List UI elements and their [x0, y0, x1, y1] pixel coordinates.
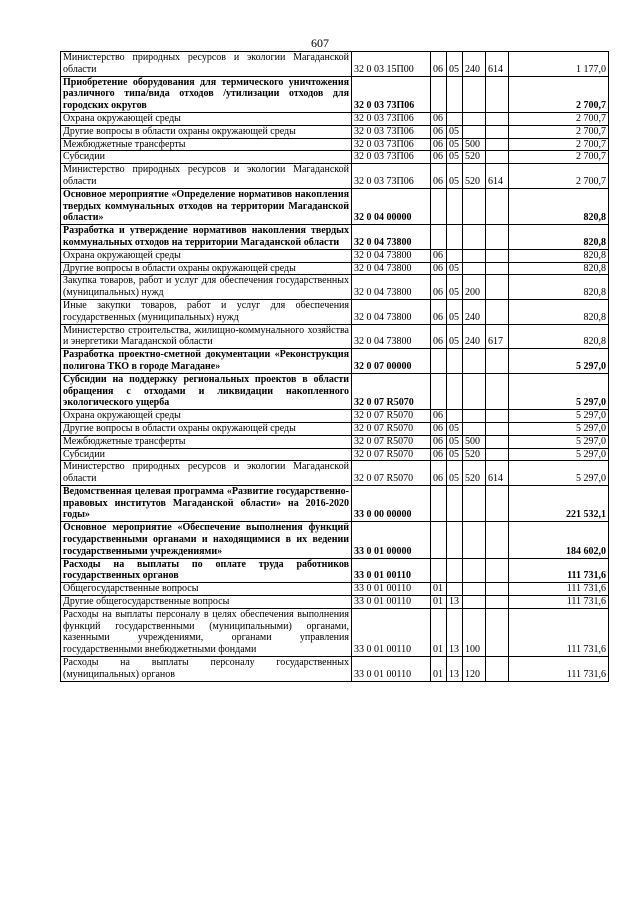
row-section: 06 [431, 299, 447, 324]
row-name: Расходы на выплаты персоналу в целях обеспечения выполнения функций государственными (муниципальными) органами, казенными учреждениями, органами управления государственными внебюджетными фондами [61, 608, 352, 656]
row-amount: 184 602,0 [509, 522, 609, 558]
table-row [61, 125, 609, 138]
row-subsection: 05 [447, 151, 463, 164]
row-subsection: 13 [447, 608, 463, 656]
row-amount: 2 700,7 [509, 125, 609, 138]
table-body [61, 52, 609, 682]
row-name: Охрана окружающей среды [61, 249, 352, 262]
row-amount: 820,8 [509, 188, 609, 224]
table-row [61, 461, 609, 486]
row-code: 32 0 04 73800 [352, 324, 431, 349]
row-section: 06 [431, 151, 447, 164]
page-number: 607 [311, 36, 329, 50]
row-section: 06 [431, 422, 447, 435]
row-amount: 5 297,0 [509, 349, 609, 374]
row-name: Разработка проектно-сметной документации «Реконструкция полигона ТКО в городе Магадане» [61, 349, 352, 374]
row-code: 32 0 03 73П06 [352, 112, 431, 125]
row-administrator [486, 422, 509, 435]
row-amount: 5 297,0 [509, 461, 609, 486]
table-row [61, 299, 609, 324]
table-row [61, 596, 609, 609]
table-row [61, 583, 609, 596]
row-expense-type [463, 596, 486, 609]
row-code: 32 0 04 73800 [352, 299, 431, 324]
table-row [61, 52, 609, 77]
row-amount: 820,8 [509, 275, 609, 300]
table-row [61, 349, 609, 374]
row-section [431, 485, 447, 521]
row-subsection: 05 [447, 138, 463, 151]
row-administrator [486, 112, 509, 125]
row-name: Закупка товаров, работ и услуг для обеспечения государственных (муниципальных) нужд [61, 275, 352, 300]
row-name: Министерство строительства, жилищно-коммунального хозяйства и энергетики Магаданской области [61, 324, 352, 349]
row-expense-type [463, 410, 486, 423]
row-section: 06 [431, 112, 447, 125]
row-code: 32 0 04 00000 [352, 188, 431, 224]
row-administrator: 614 [486, 164, 509, 189]
row-subsection [447, 349, 463, 374]
row-expense-type [463, 188, 486, 224]
row-code: 32 0 03 73П06 [352, 151, 431, 164]
row-administrator [486, 188, 509, 224]
row-subsection [447, 249, 463, 262]
row-name: Другие вопросы в области охраны окружающей среды [61, 125, 352, 138]
row-amount: 820,8 [509, 249, 609, 262]
row-section [431, 349, 447, 374]
row-expense-type: 200 [463, 275, 486, 300]
row-amount: 2 700,7 [509, 76, 609, 112]
row-code: 32 0 04 73800 [352, 249, 431, 262]
row-amount: 1 177,0 [509, 52, 609, 77]
row-amount: 2 700,7 [509, 112, 609, 125]
budget-table [60, 51, 609, 682]
row-amount: 5 297,0 [509, 410, 609, 423]
row-subsection: 13 [447, 657, 463, 682]
row-administrator [486, 435, 509, 448]
row-code: 32 0 03 73П06 [352, 138, 431, 151]
row-section: 06 [431, 138, 447, 151]
row-administrator [486, 657, 509, 682]
row-subsection: 05 [447, 164, 463, 189]
table-row [61, 151, 609, 164]
row-code: 32 0 07 R5070 [352, 373, 431, 409]
table-row [61, 112, 609, 125]
row-subsection [447, 410, 463, 423]
row-name: Разработка и утверждение нормативов накопления твердых коммунальных отходов на территории Магаданской области [61, 225, 352, 250]
row-name: Межбюджетные трансферты [61, 138, 352, 151]
table-row [61, 448, 609, 461]
table-row [61, 225, 609, 250]
row-subsection: 13 [447, 596, 463, 609]
row-subsection [447, 225, 463, 250]
row-expense-type [463, 262, 486, 275]
row-amount: 2 700,7 [509, 164, 609, 189]
row-section: 06 [431, 461, 447, 486]
row-code: 32 0 07 R5070 [352, 435, 431, 448]
row-administrator [486, 262, 509, 275]
row-subsection: 05 [447, 125, 463, 138]
row-code: 33 0 01 00110 [352, 558, 431, 583]
row-subsection: 05 [447, 299, 463, 324]
row-expense-type [463, 249, 486, 262]
row-section: 06 [431, 249, 447, 262]
row-amount: 111 731,6 [509, 608, 609, 656]
row-administrator [486, 138, 509, 151]
table-row [61, 188, 609, 224]
row-expense-type [463, 125, 486, 138]
row-subsection [447, 583, 463, 596]
row-name: Общегосударственные вопросы [61, 583, 352, 596]
row-section [431, 522, 447, 558]
row-section [431, 373, 447, 409]
row-subsection [447, 485, 463, 521]
row-administrator [486, 151, 509, 164]
row-code: 33 0 01 00110 [352, 608, 431, 656]
row-administrator [486, 225, 509, 250]
row-subsection: 05 [447, 461, 463, 486]
row-name: Субсидии на поддержку региональных проектов в области обращения с отходами и ликвидации накопленного экологического ущерба [61, 373, 352, 409]
row-section [431, 225, 447, 250]
row-amount: 820,8 [509, 262, 609, 275]
row-expense-type: 240 [463, 52, 486, 77]
row-section: 06 [431, 448, 447, 461]
row-code: 33 0 00 00000 [352, 485, 431, 521]
row-section [431, 76, 447, 112]
row-amount: 221 532,1 [509, 485, 609, 521]
row-name: Приобретение оборудования для термического уничтожения различного типа/вида отходов /утилизации отходов для городских округов [61, 76, 352, 112]
row-expense-type: 520 [463, 164, 486, 189]
row-expense-type: 520 [463, 461, 486, 486]
row-administrator [486, 410, 509, 423]
row-section: 06 [431, 324, 447, 349]
row-name: Иные закупки товаров, работ и услуг для обеспечения государственных (муниципальных) нужд [61, 299, 352, 324]
row-expense-type: 500 [463, 435, 486, 448]
row-code: 32 0 04 73800 [352, 225, 431, 250]
row-code: 33 0 01 00110 [352, 596, 431, 609]
row-amount: 820,8 [509, 299, 609, 324]
row-expense-type [463, 112, 486, 125]
row-name: Субсидии [61, 448, 352, 461]
row-section: 06 [431, 435, 447, 448]
row-amount: 820,8 [509, 225, 609, 250]
row-code: 32 0 07 R5070 [352, 448, 431, 461]
row-code: 33 0 01 00110 [352, 583, 431, 596]
table-row [61, 657, 609, 682]
row-amount: 2 700,7 [509, 138, 609, 151]
row-administrator [486, 522, 509, 558]
row-section: 06 [431, 262, 447, 275]
table-row [61, 422, 609, 435]
row-code: 33 0 01 00000 [352, 522, 431, 558]
row-subsection [447, 558, 463, 583]
row-amount: 111 731,6 [509, 596, 609, 609]
row-subsection: 05 [447, 435, 463, 448]
row-code: 32 0 03 73П06 [352, 164, 431, 189]
row-expense-type: 520 [463, 151, 486, 164]
row-section: 01 [431, 657, 447, 682]
table-row [61, 249, 609, 262]
row-administrator: 617 [486, 324, 509, 349]
row-name: Расходы на выплаты по оплате труда работников государственных органов [61, 558, 352, 583]
row-administrator [486, 448, 509, 461]
row-administrator [486, 583, 509, 596]
table-row [61, 558, 609, 583]
row-name: Другие вопросы в области охраны окружающей среды [61, 262, 352, 275]
row-administrator [486, 373, 509, 409]
row-amount: 111 731,6 [509, 657, 609, 682]
row-amount: 5 297,0 [509, 373, 609, 409]
table-row [61, 138, 609, 151]
row-amount: 2 700,7 [509, 151, 609, 164]
row-administrator [486, 608, 509, 656]
row-name: Межбюджетные трансферты [61, 435, 352, 448]
row-section: 06 [431, 275, 447, 300]
row-section: 01 [431, 596, 447, 609]
row-administrator [486, 125, 509, 138]
table-row [61, 275, 609, 300]
row-administrator [486, 349, 509, 374]
row-expense-type: 520 [463, 448, 486, 461]
row-administrator [486, 596, 509, 609]
table-row [61, 410, 609, 423]
row-expense-type: 240 [463, 299, 486, 324]
row-name: Министерство природных ресурсов и экологии Магаданской области [61, 52, 352, 77]
row-administrator: 614 [486, 461, 509, 486]
row-name: Охрана окружающей среды [61, 410, 352, 423]
row-code: 32 0 04 73800 [352, 275, 431, 300]
row-subsection [447, 112, 463, 125]
row-administrator [486, 299, 509, 324]
row-expense-type [463, 349, 486, 374]
row-expense-type [463, 558, 486, 583]
row-amount: 111 731,6 [509, 583, 609, 596]
row-expense-type [463, 422, 486, 435]
row-name: Основное мероприятие «Обеспечение выполнения функций государственными органами и находящимися в их ведении государственными учреждениями» [61, 522, 352, 558]
row-code: 32 0 07 R5070 [352, 422, 431, 435]
row-code: 32 0 03 73П06 [352, 125, 431, 138]
row-code: 32 0 04 73800 [352, 262, 431, 275]
row-expense-type [463, 583, 486, 596]
row-section: 01 [431, 608, 447, 656]
row-section: 06 [431, 52, 447, 77]
row-administrator [486, 558, 509, 583]
row-section: 01 [431, 583, 447, 596]
table-row [61, 373, 609, 409]
row-expense-type: 240 [463, 324, 486, 349]
row-code: 32 0 07 00000 [352, 349, 431, 374]
row-amount: 5 297,0 [509, 435, 609, 448]
row-subsection: 05 [447, 262, 463, 275]
row-subsection: 05 [447, 448, 463, 461]
row-administrator: 614 [486, 52, 509, 77]
row-expense-type [463, 485, 486, 521]
row-subsection [447, 522, 463, 558]
row-code: 32 0 07 R5070 [352, 410, 431, 423]
row-name: Другие общегосударственные вопросы [61, 596, 352, 609]
row-section: 06 [431, 164, 447, 189]
row-amount: 820,8 [509, 324, 609, 349]
row-amount: 111 731,6 [509, 558, 609, 583]
table-row [61, 485, 609, 521]
row-administrator [486, 76, 509, 112]
table-row [61, 324, 609, 349]
row-administrator [486, 249, 509, 262]
table-row [61, 522, 609, 558]
table-row [61, 608, 609, 656]
row-name: Основное мероприятие «Определение нормативов накопления твердых коммунальных отходов на территории Магаданской области» [61, 188, 352, 224]
row-code: 33 0 01 00110 [352, 657, 431, 682]
row-name: Министерство природных ресурсов и экологии Магаданской области [61, 164, 352, 189]
row-amount: 5 297,0 [509, 448, 609, 461]
table-row [61, 164, 609, 189]
row-expense-type [463, 373, 486, 409]
row-name: Субсидии [61, 151, 352, 164]
row-section: 06 [431, 410, 447, 423]
row-subsection: 05 [447, 324, 463, 349]
row-administrator [486, 275, 509, 300]
row-subsection: 05 [447, 422, 463, 435]
row-expense-type: 120 [463, 657, 486, 682]
row-subsection [447, 76, 463, 112]
row-amount: 5 297,0 [509, 422, 609, 435]
row-administrator [486, 485, 509, 521]
row-name: Охрана окружающей среды [61, 112, 352, 125]
row-expense-type [463, 225, 486, 250]
row-code: 32 0 03 15П00 [352, 52, 431, 77]
table-row [61, 262, 609, 275]
row-section: 06 [431, 125, 447, 138]
row-subsection [447, 188, 463, 224]
table-row [61, 76, 609, 112]
row-expense-type [463, 522, 486, 558]
row-expense-type: 500 [463, 138, 486, 151]
row-name: Расходы на выплаты персоналу государственных (муниципальных) органов [61, 657, 352, 682]
row-subsection [447, 373, 463, 409]
row-subsection: 05 [447, 52, 463, 77]
row-code: 32 0 07 R5070 [352, 461, 431, 486]
row-code: 32 0 03 73П06 [352, 76, 431, 112]
row-name: Другие вопросы в области охраны окружающей среды [61, 422, 352, 435]
table-row [61, 435, 609, 448]
row-section [431, 188, 447, 224]
row-expense-type: 100 [463, 608, 486, 656]
row-expense-type [463, 76, 486, 112]
row-section [431, 558, 447, 583]
row-subsection: 05 [447, 275, 463, 300]
row-name: Министерство природных ресурсов и экологии Магаданской области [61, 461, 352, 486]
row-name: Ведомственная целевая программа «Развитие государственно-правовых институтов Магаданской области» на 2016-2020 годы» [61, 485, 352, 521]
